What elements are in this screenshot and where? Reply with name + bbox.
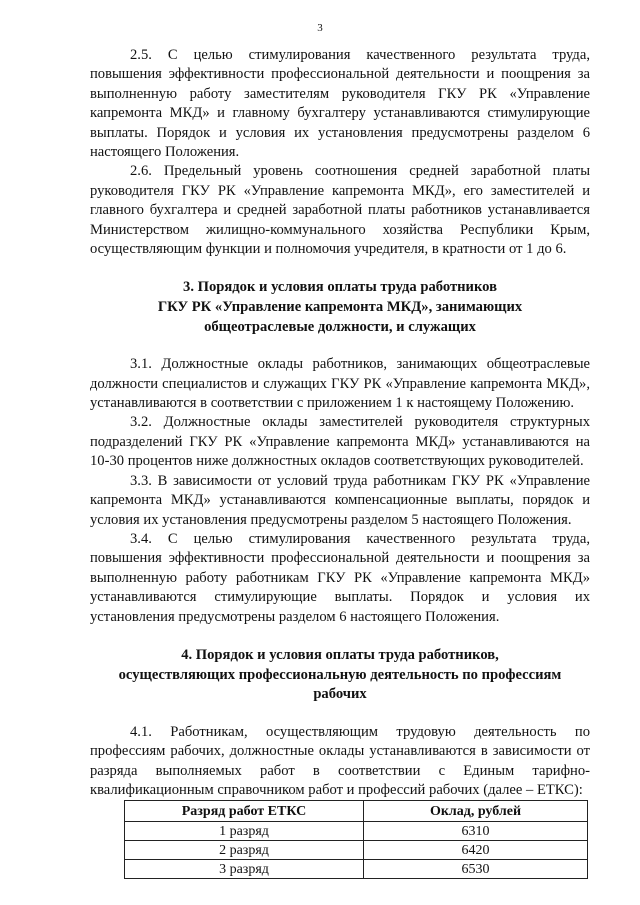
table-cell-salary: 6310: [364, 822, 588, 841]
table-cell-grade: 3 разряд: [125, 860, 364, 879]
table-row: [125, 841, 588, 860]
paragraph-2-5: 2.5. С целью стимулирования качественного результата труда, повышения эффективности профессиональной деятельности и поощрения за выполненную работу заместителям руководителя ГКУ РК «Управление капремонта МКД» и главному бухгалтеру устанавливаются стимулирующие выплаты. Порядок и условия их установления предусмотрены разделом 6 настоящего Положения.: [90, 47, 590, 161]
table-row: [125, 860, 588, 879]
paragraph-3-1: 3.1. Должностные оклады работников, занимающих общеотраслевые должности специалистов и служащих ГКУ РК «Управление капремонта МКД», устанавливаются в соответствии с приложением 1 к настоящему Положению.: [90, 356, 590, 412]
section-4-heading-line: рабочих: [313, 686, 367, 703]
table-header-row: [125, 801, 588, 822]
section-3-heading-line: 3. Порядок и условия оплаты труда работников: [183, 279, 497, 296]
section-4-heading-line: 4. Порядок и условия оплаты труда работников,: [181, 646, 499, 663]
section-3-heading: [90, 278, 590, 337]
section-4-heading: [90, 646, 590, 705]
table-header-salary: Оклад, рублей: [364, 801, 588, 822]
table-header-grade: Разряд работ ЕТКС: [125, 801, 364, 822]
table-cell-salary: 6420: [364, 841, 588, 860]
section-4-heading-line: осуществляющих профессиональную деятельность по профессиям: [118, 666, 562, 683]
table-cell-grade: 2 разряд: [125, 841, 364, 860]
paragraph-4-1: 4.1. Работникам, осуществляющим трудовую деятельность по профессиям рабочих, должностные оклады устанавливаются в зависимости от разряда выполняемых работ в соответствии с Единым тарифно-квалификационным справочником работ и профессий рабочих (далее – ЕТКС):: [90, 723, 590, 798]
section-3-heading-line: общеотраслевые должности, и служащих: [204, 318, 476, 335]
table-cell-grade: 1 разряд: [125, 822, 364, 841]
paragraph-2-6: 2.6. Предельный уровень соотношения средней заработной платы руководителя ГКУ РК «Управление капремонта МКД», его заместителей и главного бухгалтера и средней заработной платы работников устанавливается Министерством жилищно-коммунального хозяйства Республики Крым, осуществляющим функции и полномочия учредителя, в кратности от 1 до 6.: [90, 163, 590, 258]
section-3-heading-line: ГКУ РК «Управление капремонта МКД», занимающих: [157, 299, 523, 316]
table-row: [125, 822, 588, 841]
paragraph-3-4: 3.4. С целью стимулирования качественного результата труда, повышения эффективности профессиональной деятельности и поощрения за выполненную работу работникам ГКУ РК «Управление капремонта МКД» устанавливаются стимулирующие выплаты. Порядок и условия их установления предусмотрены разделом 6 настоящего Положения.: [90, 530, 590, 625]
document-body: [90, 46, 590, 879]
paragraph-3-3: 3.3. В зависимости от условий труда работникам ГКУ РК «Управление капремонта МКД» устанавливаются компенсационные выплаты, порядок и условия их установления предусмотрены разделом 5 настоящего Положения.: [90, 472, 590, 528]
section-3-content: [90, 355, 590, 627]
page-number: 3: [317, 22, 323, 34]
paragraph-3-2: 3.2. Должностные оклады заместителей руководителя структурных подразделений ГКУ РК «Управление капремонта МКД» устанавливаются на 10-30 процентов ниже должностных окладов соответствующих руководителей.: [90, 414, 590, 470]
salary-table: [124, 800, 588, 879]
table-cell-salary: 6530: [364, 860, 588, 879]
section-4-content: [90, 723, 590, 801]
